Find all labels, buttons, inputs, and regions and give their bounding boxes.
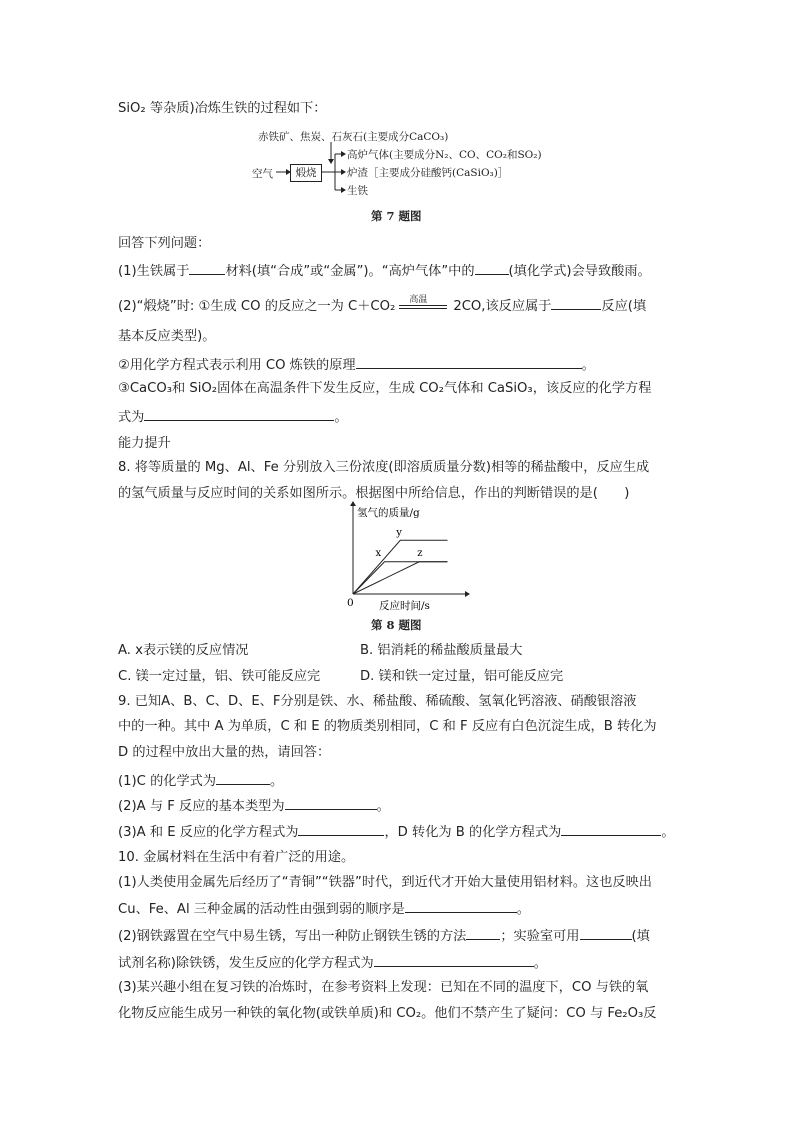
flow-out-slag: 炉渣［主要成分硅酸钙(CaSiO₃)］ [347,167,509,179]
answer-blank[interactable] [561,821,661,836]
q7-part4-cont: 式为 。 [118,406,348,429]
answer-blank[interactable] [285,795,377,810]
q7-lead: 回答下列问题： [118,236,211,251]
q7-part3: ②用化学方程式表示利用 CO 炼铁的原理 。 [118,354,595,377]
q10-line3: Cu、Fe、Al 三种金属的活动性由强到弱的顺序是 。 [118,898,530,921]
series-label-x: x [375,547,382,559]
caption-fig7: 第 7 题图 [371,209,422,223]
answer-blank[interactable] [551,295,601,310]
reaction-condition: 高温 [395,296,453,316]
q8-option-d[interactable]: D. 镁和铁一定过量，铝可能反应完 [360,669,564,684]
h2-mass-time-chart [335,500,475,618]
answer-blank[interactable] [298,821,384,836]
q7-part1: (1)生铁属于 材料(填“合成”或“金属”)。“高炉气体”中的 (填化学式)会导致酸雨。 [118,260,651,283]
chart-xlabel: 反应时间/s [379,600,430,612]
q10-line7: 化物反应能生成另一种铁的氧化物(或铁单质)和 CO₂。他们不禁产生了疑问：CO 与 Fe₂O₃反 [118,1006,657,1021]
chart-ylabel: 氢气的质量/g [357,507,420,519]
flow-air: 空气 [252,168,273,180]
q9-sub2: (2)A 与 F 反应的基本类型为 。 [118,795,390,818]
q7-part2: (2)“煅烧”时: ①生成 CO 的反应之一为 C＋CO₂ 高温 2CO,该反应属于 反应(填 [118,295,647,314]
q8-option-a[interactable]: A. x表示镁的反应情况 [118,643,249,658]
q7-part2-cont: 基本反应类型)。 [118,329,216,344]
q9-line2: 中的一种。其中 A 为单质，C 和 E 的物质类别相同，C 和 F 反应有白色沉淀生成，B 转化为 [118,719,657,734]
q8-line1: 8. 将等质量的 Mg、Al、Fe 分别放入三份浓度(即溶质质量分数)相等的稀盐酸中，反应生成 [118,460,650,475]
q9-sub1: (1)C 的化学式为 。 [118,770,283,793]
answer-blank[interactable] [356,354,582,369]
q10-line2: (1)人类使用金属先后经历了“青铜”“铁器”时代，到近代才开始大量使用铝材料。这也反映出 [118,875,652,890]
q7-part4: ③CaCO₃和 SiO₂固体在高温条件下发生反应，生成 CO₂气体和 CaSiO₃，该反应的化学方程 [118,381,652,396]
y-axis-arrow [350,501,356,506]
flow-out-iron: 生铁 [347,185,368,197]
answer-blank[interactable] [466,925,500,940]
answer-blank[interactable] [374,952,534,967]
flow-out-gas: 高炉气体(主要成分N₂、CO、CO₂和SO₂) [347,149,542,161]
q10-line4: (2)钢铁露置在空气中易生锈，写出一种防止钢铁生锈的方法 ；实验室可用 (填 [118,925,650,948]
answer-blank[interactable] [216,770,270,785]
series-line-y [353,540,448,594]
caption-fig8: 第 8 题图 [371,618,422,632]
section-title: 能力提升 [118,436,171,451]
q9-sub3: (3)A 和 E 反应的化学方程式为 ，D 转化为 B 的化学方程式为 。 [118,821,675,844]
answer-blank[interactable] [144,406,334,421]
chart-origin: 0 [347,597,354,609]
x-axis-arrow [465,591,470,597]
flow-input: 赤铁矿、焦炭、石灰石(主要成分CaCO₃) [258,131,449,143]
q10-line6: (3)某兴趣小组在复习铁的冶炼时，在参考资料上发现：已知在不同的温度下，CO 与铁的氧 [118,980,649,995]
q8-line2: 的氢气质量与反应时间的关系如图所示。根据图中所给信息，作出的判断错误的是( ) [118,486,630,501]
flow-box: 煅烧 [290,164,322,182]
series-label-z: z [417,547,423,559]
q9-line1: 9. 已知A、B、C、D、E、F分别是铁、水、稀盐酸、稀硫酸、氢氧化钙溶液、硝酸银溶液 [118,694,637,709]
q9-line3: D 的过程中放出大量的热，请回答： [118,745,331,760]
answer-blank[interactable] [189,260,225,275]
q10-line1: 10. 金属材料在生活中有着广泛的用途。 [118,850,355,865]
q8-option-b[interactable]: B. 铝消耗的稀盐酸质量最大 [360,643,523,658]
answer-blank[interactable] [580,925,632,940]
q8-option-c[interactable]: C. 镁一定过量，铝、铁可能反应完 [118,669,321,684]
series-label-y: y [396,527,402,539]
q10-line5: 试剂名称)除铁锈，发生反应的化学方程式为 。 [118,952,547,975]
intro-line: SiO₂ 等杂质)冶炼生铁的过程如下： [118,101,327,116]
answer-blank[interactable] [475,260,509,275]
answer-blank[interactable] [405,898,517,913]
